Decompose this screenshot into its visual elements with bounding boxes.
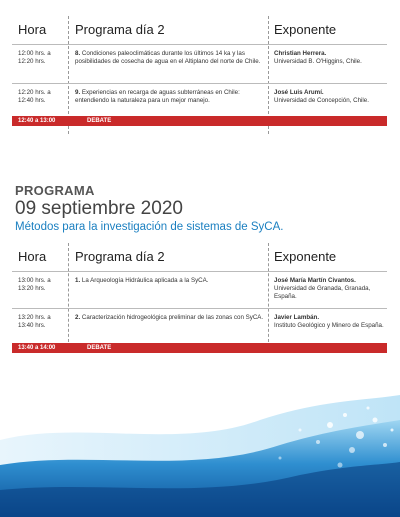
table-header (12, 16, 387, 44)
speaker-name: José María Martín Civantos. (274, 277, 356, 284)
time-start: 13:20 hrs. a (18, 314, 51, 321)
topic-text: Condiciones paleoclimáticas durante los últimos 14 ka y las posibilidades de cosecha de agua en el Altiplano del norte de Chile. (75, 50, 261, 65)
debate-label: DEBATE (87, 345, 112, 351)
speaker-affiliation: Instituto Geológico y Minero de España. (274, 322, 384, 329)
topic-number: 1. (75, 277, 81, 284)
time-end: 13:40 hrs. (18, 322, 46, 329)
header-hora: Hora (18, 22, 47, 37)
debate-label: DEBATE (87, 118, 112, 124)
speaker-name: Christian Herrera. (274, 50, 327, 57)
table-row (12, 83, 387, 116)
topic-text: Experiencias en recarga de aguas subterráneas en Chile: entendiendo la naturaleza para un mejor manejo. (75, 89, 240, 104)
topic-text: Caracterización hidrogeológica preliminar de las zonas con SyCA. (81, 314, 264, 321)
speaker-name: Javier Lambán. (274, 314, 320, 321)
header-exponente: Exponente (274, 249, 337, 264)
debate-time: 12:40 a 13:00 (18, 118, 56, 124)
programa-date: 09 septiembre 2020 (15, 198, 183, 219)
header-programa: Programa día 2 (75, 22, 165, 37)
programa-heading (15, 184, 283, 235)
speaker-affiliation: Universidad de Concepción, Chile. (274, 97, 369, 104)
topic-number: 8. (75, 50, 81, 57)
water-wave-image (0, 380, 400, 517)
time-start: 12:00 hrs. a (18, 50, 51, 57)
header-hora: Hora (18, 249, 47, 264)
time-start: 13:00 hrs. a (18, 277, 51, 284)
time-end: 12:40 hrs. (18, 97, 46, 104)
table-header (12, 243, 387, 271)
debate-bar (12, 343, 387, 353)
speaker-affiliation: Universidad B. O'Higgins, Chile. (274, 58, 362, 65)
time-end: 12:20 hrs. (18, 58, 46, 65)
header-exponente: Exponente (274, 22, 337, 37)
debate-bar (12, 116, 387, 126)
topic-number: 9. (75, 89, 81, 96)
schedule-table-2 (12, 243, 387, 353)
programa-label: PROGRAMA (15, 183, 95, 198)
time-start: 12:20 hrs. a (18, 89, 51, 96)
time-end: 13:20 hrs. (18, 285, 46, 292)
speaker-name: José Luis Arumí. (274, 89, 324, 96)
table-row (12, 44, 387, 83)
schedule-table-1 (12, 16, 387, 126)
header-programa: Programa día 2 (75, 249, 165, 264)
topic-text: La Arqueología Hidráulica aplicada a la SyCA. (81, 277, 209, 284)
topic-number: 2. (75, 314, 81, 321)
programa-subtitle: Métodos para la investigación de sistemas de SyCA. (15, 221, 284, 233)
speaker-affiliation: Universidad de Granada, Granada, España. (274, 285, 371, 300)
table-row (12, 271, 387, 308)
debate-time: 13:40 a 14:00 (18, 345, 56, 351)
table-row (12, 308, 387, 343)
